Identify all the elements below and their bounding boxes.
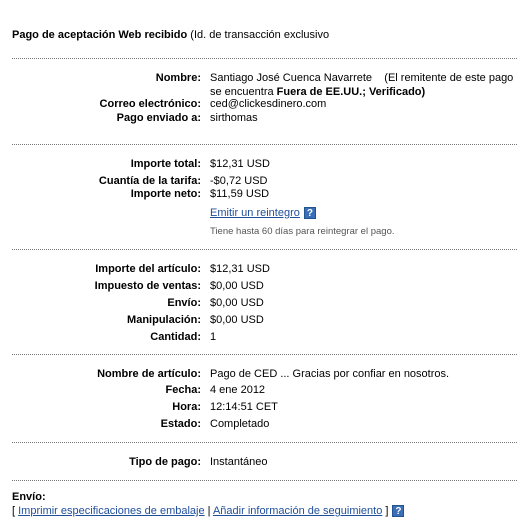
net-label: Importe neto: (130, 188, 201, 200)
page-title-rest: (Id. de transacción exclusivo (187, 29, 330, 41)
item-amount-value: $12,31 USD (210, 263, 270, 275)
page-title (12, 29, 329, 41)
refund-row (12, 206, 517, 220)
refund-note-row (12, 225, 517, 239)
sent-to-row (12, 111, 517, 125)
sent-to-value: sirthomas (210, 112, 258, 124)
sender-email-label: Correo electrónico: (99, 98, 201, 110)
net-row (12, 187, 517, 201)
shipping-actions (12, 505, 404, 517)
sales-tax-value: $0,00 USD (210, 280, 264, 292)
divider (12, 58, 517, 59)
fee-label: Cuantía de la tarifa: (98, 175, 201, 187)
quantity-row (12, 330, 517, 344)
shipping-row (12, 296, 517, 310)
help-icon[interactable]: ? (304, 207, 316, 219)
sales-tax-row (12, 279, 517, 293)
help-icon[interactable]: ? (392, 505, 404, 517)
total-label: Importe total: (130, 158, 201, 170)
sales-tax-label: Impuesto de ventas: (94, 280, 201, 292)
payment-type-row (12, 455, 517, 469)
shipping-heading: Envío: (12, 491, 46, 503)
shipping-value: $0,00 USD (210, 297, 264, 309)
link-divider: | (204, 505, 213, 517)
add-tracking-link[interactable]: Añadir información de seguimiento (212, 505, 383, 517)
status-label: Estado: (160, 418, 201, 430)
date-row (12, 383, 517, 397)
sender-name-value (210, 71, 515, 99)
sender-email-row (12, 97, 517, 111)
item-name-row (12, 367, 517, 381)
total-row (12, 157, 517, 171)
time-row (12, 400, 517, 414)
divider (12, 249, 517, 250)
sender-status: Fuera de EE.UU.; Verificado) (276, 86, 426, 98)
total-value: $12,31 USD (210, 158, 270, 170)
net-value: $11,59 USD (210, 188, 270, 200)
refund-link[interactable]: Emitir un reintegro (210, 207, 300, 219)
divider (12, 144, 517, 145)
sender-name: Santiago José Cuenca Navarrete (210, 72, 373, 84)
divider (12, 442, 517, 443)
shipping-label: Envío: (167, 297, 201, 309)
sender-status-prefix: (El remitente de este pago se encuentra (210, 72, 514, 98)
quantity-label: Cantidad: (150, 331, 201, 343)
sender-email-value: ced@clickesdinero.com (210, 98, 327, 110)
item-amount-row (12, 262, 517, 276)
handling-label: Manipulación: (127, 314, 201, 326)
date-value: 4 ene 2012 (210, 384, 266, 396)
item-amount-label: Importe del artículo: (95, 263, 201, 275)
divider (12, 354, 517, 355)
item-name-label: Nombre de artículo: (97, 368, 201, 380)
divider (12, 480, 517, 481)
time-value: 12:14:51 CET (210, 401, 278, 413)
bracket-close: ] (382, 505, 389, 517)
print-packing-slip-link[interactable]: Imprimir especificaciones de embalaje (18, 505, 205, 517)
date-label: Fecha: (165, 384, 201, 396)
status-row (12, 417, 517, 431)
sent-to-label: Pago enviado a: (116, 112, 201, 124)
payment-type-label: Tipo de pago: (129, 456, 201, 468)
time-label: Hora: (172, 401, 201, 413)
status-value: Completado (210, 418, 270, 430)
refund-wrap (210, 206, 316, 220)
payment-type-value: Instantáneo (210, 456, 268, 468)
quantity-value: 1 (210, 331, 217, 343)
fee-value: -$0,72 USD (210, 175, 268, 187)
page-title-bold: Pago de aceptación Web recibido (12, 29, 188, 41)
fee-row (12, 174, 517, 188)
handling-row (12, 313, 517, 327)
bracket-open: [ (12, 505, 19, 517)
item-name-value: Pago de CED ... Gracias por confiar en nosotros. (210, 368, 450, 380)
sender-name-row (12, 71, 517, 99)
sender-name-label: Nombre: (155, 72, 201, 84)
handling-value: $0,00 USD (210, 314, 264, 326)
refund-note: Tiene hasta 60 días para reintegrar el pago. (210, 226, 395, 237)
